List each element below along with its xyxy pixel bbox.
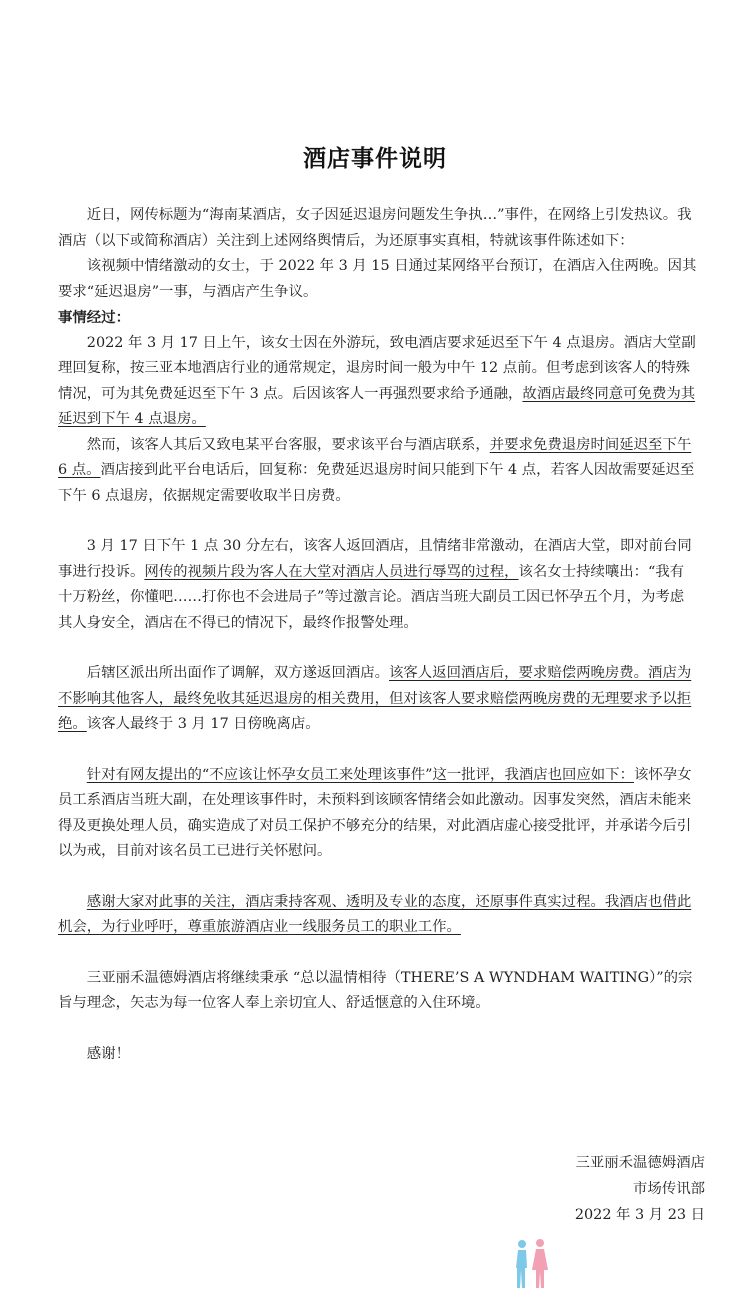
paragraph-2-text-b: 酒店接到此平台电话后，回复称：免费延迟退房时间只能到下午 4 点，若客人因故需要延迟至下午 6 点退房，依据规定需要收取半日房费。 [58,462,695,504]
intro-paragraph-2: 该视频中情绪激动的女士，于 2022 年 3 月 15 日通过某网络平台预订，在酒店入住两晚。因其要求“延迟退房”一事，与酒店产生争议。 [58,258,697,300]
closing-thanks: 感谢！ [86,1045,130,1062]
watermark-blue-body [516,1250,527,1288]
paragraph-6 [58,890,698,941]
paragraph-4-text-b: 该客人最终于 3 月 17 日傍晚离店。 [86,716,320,732]
signature-date: 2022 年 3 月 23 日 [574,1207,705,1223]
paragraph-5-text: 该怀孕女员工系酒店当班大副，在处理该事件时，未预料到该顾客情绪会如此激动。因事发突然，酒店未能来得及更换处理人员，确实造成了对员工保护不够充分的结果，对此酒店虚心接受批评，并承诺今后引以为戒，目前对该名员工已进行关怀慰问。 [58,766,692,859]
paragraph-7: 三亚丽禾温德姆酒店将继续秉承 “总以温情相待（THERE’S A WYNDHAM WAITING）”的宗旨与理念，矢志为每一位客人奉上亲切宜人、舒适惬意的入住环境。 [58,969,693,1011]
paragraph-1-underlined: 故酒店最终同意可免费为其延迟到下午 4 点退房。 [58,385,696,427]
paragraph-3-text-b: 该名女士持续嚷出：“我有十万粉丝，你懂吧……打你也不会进局子”等过激言论。酒店当班大副员工因已怀孕五个月，为考虑其人身安全，酒店在不得已的情况下，最终作报警处理。 [58,563,685,631]
intro-paragraph-1: 近日，网传标题为“海南某酒店，女子因延迟退房问题发生争执…”事件，在网络上引发热议。我酒店（以下或简称酒店）关注到上述网络舆情后，为还原事实真相，特就该事件陈述如下： [58,207,692,249]
watermark-figures-icon [510,1238,554,1290]
paragraph-3 [58,534,698,636]
signature-hotel: 三亚丽禾温德姆酒店 [575,1155,705,1171]
spacer [58,1017,698,1042]
document-title: 酒店事件说明 [303,145,447,172]
spacer [58,636,698,661]
paragraph-2 [58,433,698,510]
spacer [58,941,698,966]
paragraph-1-text: 2022 年 3 月 17 日上午，该女士因在外游玩，致电酒店要求延迟至下午 4 点退房。酒店大堂副理回复称，按三亚本地酒店行业的通常规定，退房时间一般为中午 12 点前。但考虑到该客人的特殊情况，可为其免费延迟至下午 3 点。后因该客人一再强烈要求给予通融， [58,334,696,402]
spacer [58,865,698,890]
paragraph-6-underlined: 感谢大家对此事的关注，酒店秉持客观、透明及专业的态度，还原事件真实过程。我酒店也借此机会，为行业呼吁，尊重旅游酒店业一线服务员工的职业工作。 [58,893,692,935]
paragraph-5-underlined: 针对有网友提出的“不应该让怀孕女员工来处理该事件”这一批评，我酒店也回应如下： [86,766,634,783]
watermark-pink-head [536,1239,544,1247]
spacer [58,738,698,763]
watermark-blue-head [518,1240,526,1248]
signature-block [575,1150,705,1228]
paragraph-4 [58,661,698,738]
section-heading: 事情经过： [58,309,130,326]
paragraph-3-underlined: 网传的视频片段为客人在大堂对酒店人员进行辱骂的过程， [144,563,519,580]
document-body [58,203,698,1067]
paragraph-2-underlined: 并要求免费退房时间延迟至下午 6 点。 [58,436,692,478]
paragraph-1 [58,331,698,433]
paragraph-4-underlined: 该客人返回酒店后，要求赔偿两晚房费。酒店为不影响其他客人，最终免收其延迟退房的相关费用，但对该客人要求赔偿两晚房费的无理要求予以拒绝。 [58,665,692,732]
paragraph-3-text-a: 3 月 17 日下午 1 点 30 分左右，该客人返回酒店，且情绪非常激动，在酒店大堂，即对前台同事进行投诉。 [58,538,692,580]
spacer [58,509,698,534]
paragraph-4-text-a: 后辖区派出所出面作了调解，双方遂返回酒店。 [86,665,390,681]
signature-department: 市场传讯部 [633,1181,705,1197]
watermark-pink-body [532,1249,548,1288]
paragraph-2-text-a: 然而，该客人其后又致电某平台客服，要求该平台与酒店联系， [86,436,490,453]
paragraph-5 [58,763,698,865]
